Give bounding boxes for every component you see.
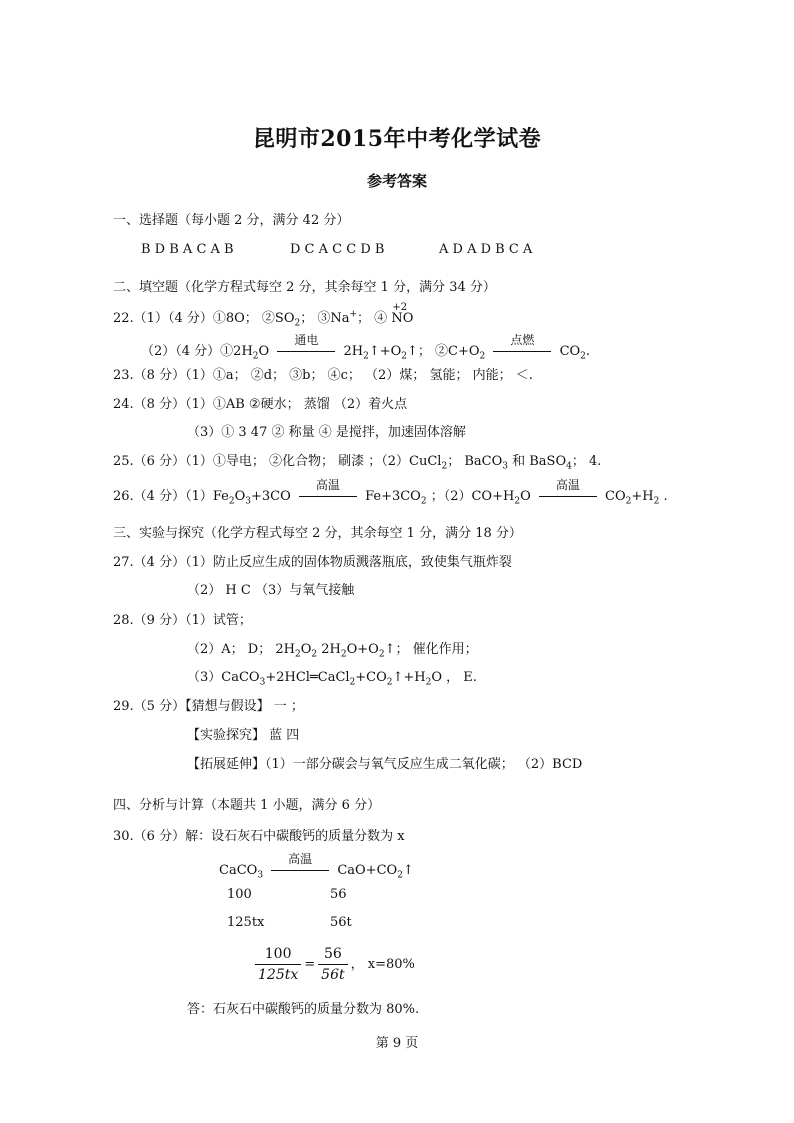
page-number: 第 9 页 — [375, 1036, 419, 1051]
q29-line1: 29.（5 分）【猜想与假设】 一 ； — [113, 699, 304, 714]
q30-ratio-mass-1: 100 — [227, 887, 252, 902]
q30-equation: CaCO$_3$ 高温 $CaO+CO_2↑$ — [219, 852, 414, 881]
section2-heading: 二、填空题（化学方程式每空 2 分，其余每空 1 分，满分 34 分） — [113, 280, 496, 295]
section3-heading: 三、实验与探究（化学方程式每空 2 分，其余每空 1 分，满分 18 分） — [113, 526, 522, 541]
reaction-condition: 高温 — [271, 859, 329, 877]
q30-answer: 答：石灰石中碳酸钙的质量分数为 80%. — [187, 1002, 420, 1017]
q24-line1: 24.（8 分）（1）①AB ②硬水； 蒸馏 （2）着火点 — [113, 397, 408, 412]
q29-line3: 【拓展延伸】（1）一部分碳会与氧气反应生成二氧化碳； （2）BCD — [187, 757, 583, 772]
section1-heading: 一、选择题（每小题 2 分，满分 42 分） — [113, 213, 350, 228]
q22-line1: 22.（1）（4 分）①8O； $②SO_2$； ③Na+； ④ +2 NO — [113, 302, 414, 329]
reaction-condition: 通电 — [277, 340, 335, 358]
section4-heading: 四、分析与计算（本题共 1 小题，满分 6 分） — [113, 798, 381, 813]
q30-ratio-actual-1: 125tx — [227, 915, 265, 930]
section1-answers-3: A D A D B C A — [439, 242, 533, 257]
q23-line: 23.（8 分）（1）①a； ②d； ③b； ④c； （2）煤； 氢能； 内能； ＜. — [113, 368, 533, 383]
page-title: 昆明市2015年中考化学试卷 — [252, 126, 542, 152]
q30-proportion: $\frac{100}{125tx}$ = $\frac{56}{56t}$ ， x=80% — [252, 945, 415, 984]
q28-line2: （2）A； D； $2H_2O_2$ $2H_2O+O_2↑$； 催化作用； — [187, 642, 478, 660]
reaction-condition: 高温 — [539, 485, 597, 503]
q30-ratio-actual-2: 56t — [330, 915, 352, 930]
section1-answers-2: D C A C C D B — [290, 242, 385, 257]
page-subtitle: 参考答案 — [366, 172, 427, 190]
q28-line3: $(3)CaCO_3+2HCl═CaCl_2+CO_2↑+H_2O$ ， E. — [187, 670, 477, 688]
q30-ratio-mass-2: 56 — [330, 887, 347, 902]
q26-line: 26.（4 分）$(1)Fe_2O_3+3CO$ 高温 $Fe+3CO_2$ ；$(2)CO+H_2O$ 高温 $CO_2+H_2$ . — [113, 478, 668, 507]
q27-line2: （2） H C （3）与氧气接触 — [187, 583, 355, 598]
q22-line2: （2）（4 分）$①2H_2O$ 通电 $2H_2↑+O_2↑$； $②C+O_2$ 点燃 $CO_2$. — [141, 333, 591, 362]
q28-line1: 28.（9 分）（1）试管； — [113, 613, 252, 628]
q24-line2: （3）① 3 47 ② 称量 ④ 是搅拌，加速固体溶解 — [187, 425, 466, 440]
fraction-left: $\frac{100}{125tx}$ — [255, 945, 301, 984]
oxidation-state-no: +2 NO — [391, 302, 414, 326]
q29-line2: 【实验探究】 蓝 四 — [187, 728, 300, 743]
reaction-condition: 高温 — [299, 485, 357, 503]
fraction-right: $\frac{56}{56t}$ — [318, 945, 347, 984]
q27-line1: 27.（4 分）（1）防止反应生成的固体物质溅落瓶底，致使集气瓶炸裂 — [113, 555, 512, 570]
reaction-condition: 点燃 — [493, 340, 551, 358]
section1-answers-1: B D B A C A B — [141, 242, 234, 257]
q30-line1: 30.（6 分）解：设石灰石中碳酸钙的质量分数为 x — [113, 829, 405, 844]
q25-line: 25.（6 分）（1）①导电； ②化合物； 刷漆 ；（2）CuCl$_2$； BaCO$_3$ 和 BaSO$_4$； 4. — [113, 454, 602, 472]
